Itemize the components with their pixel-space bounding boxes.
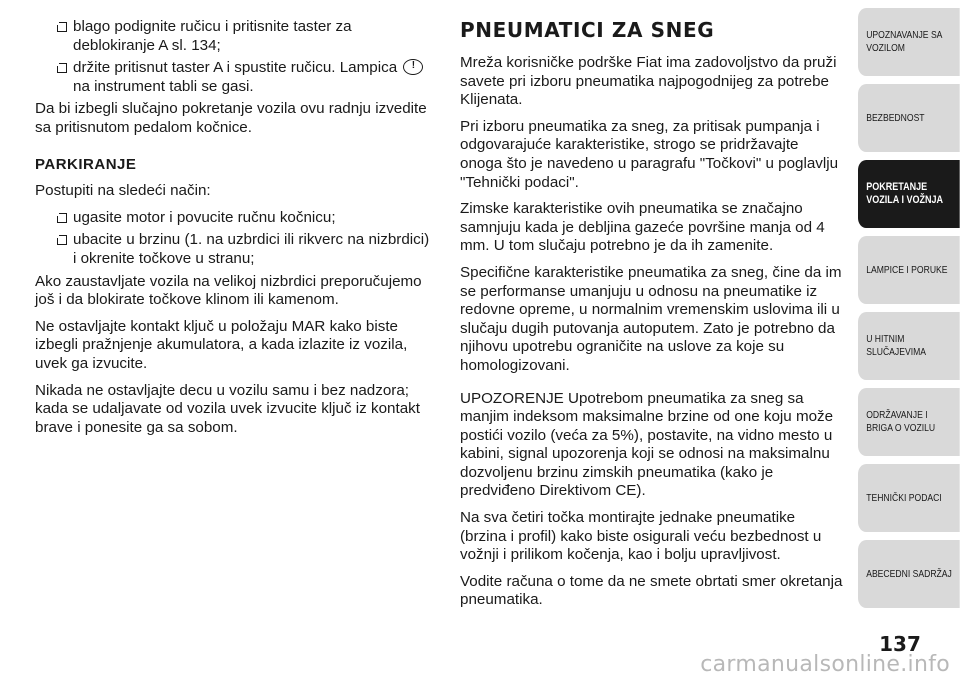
tab-tehnicki-podaci[interactable] [858, 464, 960, 532]
bullet-text: blago podignite ručicu i pritisnite taster za deblokiranje A sl. 134; [73, 18, 352, 54]
tab-lampice-i-poruke[interactable] [858, 236, 960, 304]
paragraph: Da bi izbegli slučajno pokretanje vozila ovu radnju izvedite sa pritisnutom pedalom kočnice. [35, 100, 427, 136]
bullet-item [35, 209, 435, 228]
bullet-text: na instrument tabli se gasi. [73, 77, 254, 95]
tab-label: LAMPICE I PORUKE [866, 263, 948, 276]
right-column [460, 18, 844, 618]
tab-label: BEZBEDNOST [866, 111, 925, 124]
tab-u-hitnim-slucajevima[interactable] [858, 312, 960, 380]
paragraph: Ne ostavljajte kontakt ključ u položaju MAR kako biste izbegli pražnjenje akumulatora, a kada izlazite iz vozila, uvek ga izvucite. [35, 317, 408, 372]
checkbox-bullet-icon [57, 66, 67, 73]
tab-label: TEHNIČKI PODACI [866, 491, 942, 504]
checkbox-bullet-icon [57, 238, 67, 245]
paragraph: Mreža korisničke podrške Fiat ima zadovoljstvo da pruži savete pri izboru pneumatika najpogodnijeg za potrebe Klijenata. [460, 54, 837, 109]
paragraph: Vodite računa o tome da ne smete obrtati smer okretanja pneumatika. [460, 572, 843, 609]
paragraph: Ako zaustavljate vozila na velikoj nizbrdici preporučujemo još i da blokirate točkove klinom ili kamenom. [35, 272, 422, 309]
bullet-text: ugasite motor i povucite ručnu kočnicu; [73, 208, 336, 226]
watermark: carmanualsonline.info [700, 652, 950, 677]
left-column [35, 18, 435, 445]
warning-paragraph: UPOZORENJE Upotrebom pneumatika za sneg sa manjim indeksom maksimalne brzine od one koju može postići vozilo (veća za 5%), postavite, na vidno mesto u kabini, signal upozorenja koji se odnosi na maksimalnu dozvoljenu brzinu zimskih pneumatika (kako je predviđeno Direktivom CE). [460, 389, 834, 500]
section-subheading: PARKIRANJE [35, 155, 137, 173]
tab-label: ODRŽAVANJE I BRIGA O VOZILU [866, 409, 936, 434]
page-number: 137 [879, 632, 921, 656]
tab-abecedni-sadrzaj[interactable] [858, 540, 960, 608]
tab-label: ABECEDNI SADRŽAJ [866, 567, 952, 580]
chapter-tabs [858, 8, 960, 616]
tab-upoznavanje-sa-vozilom[interactable] [858, 8, 960, 76]
tab-odrzavanje-i-briga[interactable] [858, 388, 960, 456]
paragraph: Pri izboru pneumatika za sneg, za pritisak pumpanja i odgovarajuće karakteristike, strogo se pridržavajte onoga što je navedeno u paragrafu "Točkovi" u poglavlju "Tehnički podaci". [460, 117, 839, 191]
paragraph: Postupiti na sledeći način: [35, 182, 211, 200]
bullet-item [35, 59, 435, 96]
bullet-text: držite pritisnut taster A i spustite ručicu. Lampica [73, 59, 398, 77]
paragraph: Na sva četiri točka montirajte jednake pneumatike (brzina i profil) kako biste osigurali veću bezbednost u vožnji i prilikom kočenja, kao i bolju upravljivost. [460, 509, 822, 564]
paragraph: Specifične karakteristike pneumatika za sneg, čine da im se performanse umanjuju u odnosu na pneumatike iz redovne opreme, u normalnim vremenskim uslovima ili u slučaju dugih putovanja autoputem. Zato je potrebno da njihovu upotrebu ograničite na uslove za koje su homologizovani. [460, 263, 842, 374]
bullet-item [35, 231, 435, 268]
tab-label: UPOZNAVANJE SA VOZILOM [866, 29, 943, 54]
paragraph: Nikada ne ostavljajte decu u vozilu samu i bez nadzora; kada se udaljavate od vozila uvek izvucite ključ iz kontakt brave i ponesite ga sa sobom. [35, 381, 420, 436]
bullet-text: ubacite u brzinu (1. na uzbrdici ili rikverc na nizbrdici) i okrenite točkove u stranu; [73, 231, 430, 267]
section-heading: PNEUMATICI ZA SNEG [460, 18, 715, 42]
tab-pokretanje-vozila-i-voznja[interactable] [858, 160, 960, 228]
checkbox-bullet-icon [57, 216, 67, 223]
checkbox-bullet-icon [57, 25, 67, 32]
warning-lamp-icon: ! [403, 59, 423, 75]
paragraph: Zimske karakteristike ovih pneumatika se značajno samnjuju kada je debljina gazeće površine manja od 4 mm. U tom slučaju potrebno je da ih zamenite. [460, 200, 825, 255]
bullet-item [35, 18, 435, 55]
tab-bezbednost[interactable] [858, 84, 960, 152]
tab-label: U HITNIM SLUČAJEVIMA [866, 333, 927, 358]
tab-label: POKRETANJE VOZILA I VOŽNJA [866, 181, 944, 206]
